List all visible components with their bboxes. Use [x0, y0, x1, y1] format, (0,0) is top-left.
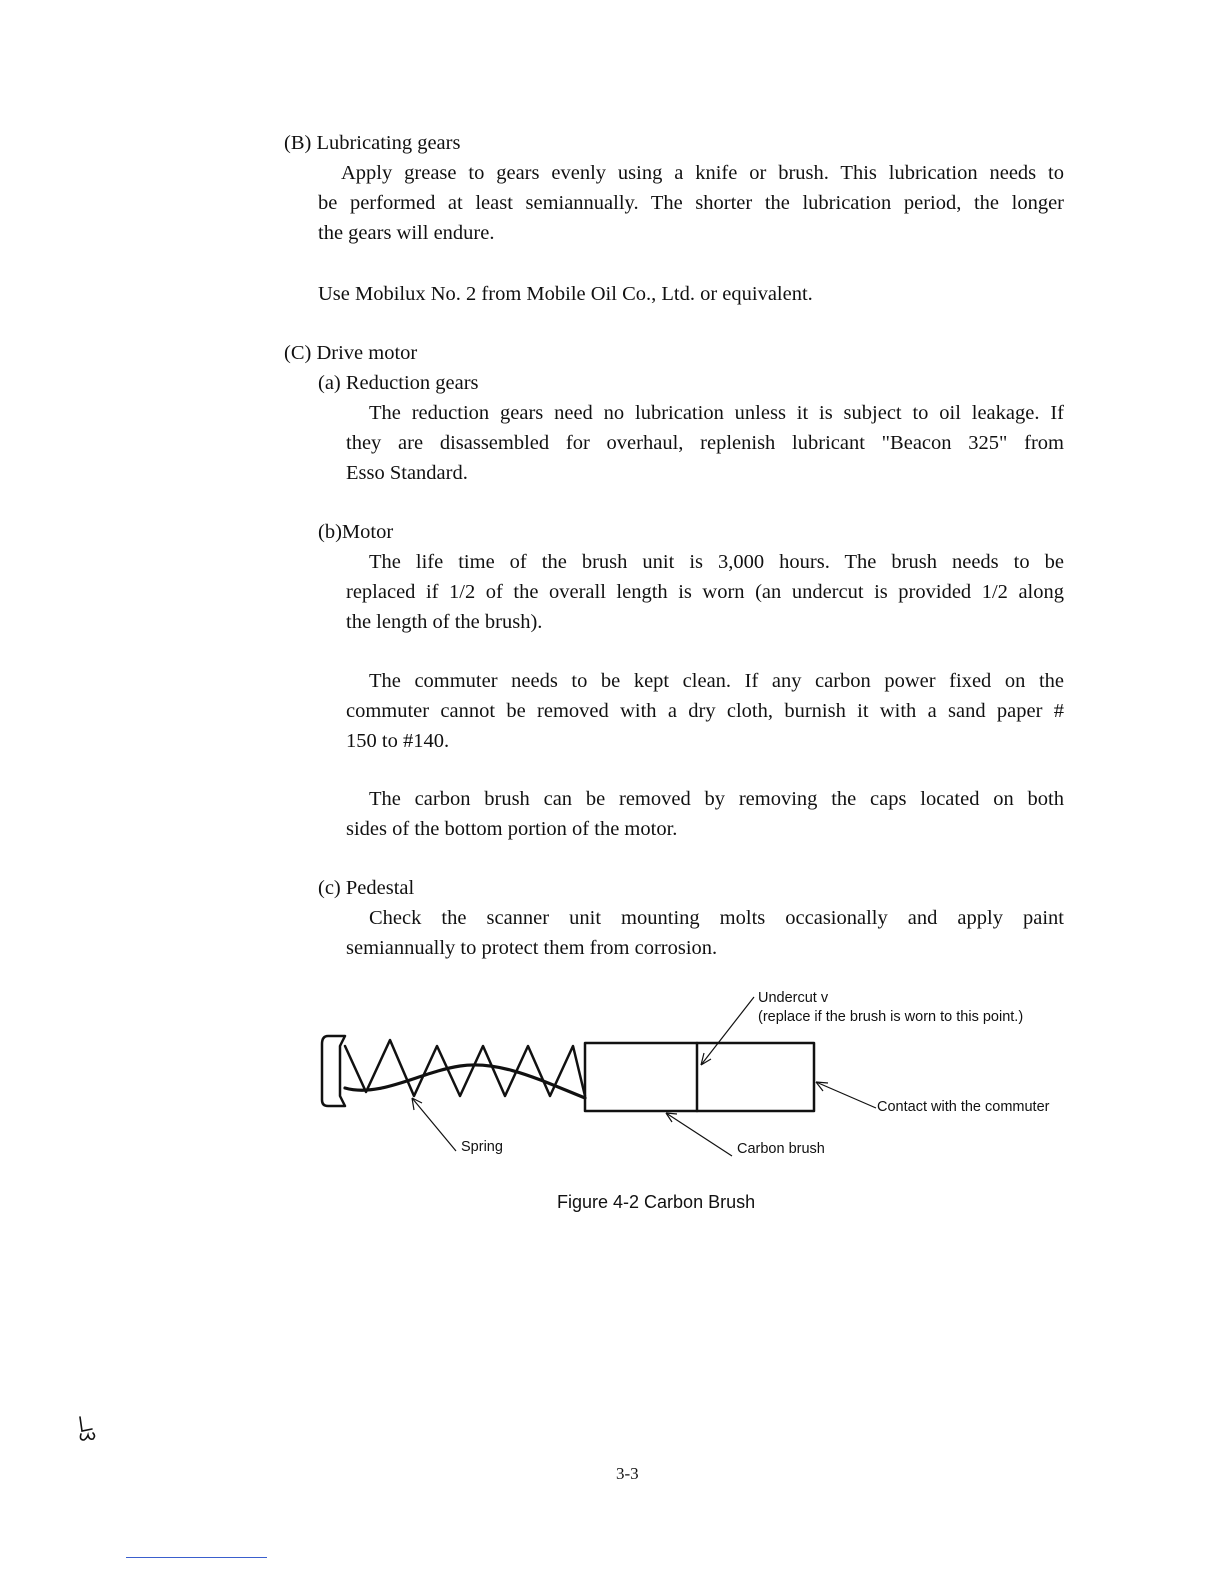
- subsection-a-heading: (a) Reduction gears: [318, 372, 479, 394]
- text-line: commuter cannot be removed with a dry cloth, burnish it with a sand paper #: [346, 700, 1064, 722]
- carbon-brush-label: Carbon brush: [737, 1141, 825, 1157]
- text-line: they are disassembled for overhaul, replenish lubricant "Beacon 325" from: [346, 432, 1064, 454]
- text-line: Check the scanner unit mounting molts occasionally and apply paint: [369, 907, 1064, 929]
- subsection-c-heading: (c) Pedestal: [318, 877, 415, 899]
- contact-label: Contact with the commuter: [877, 1099, 1050, 1115]
- text-line: the gears will endure.: [318, 222, 495, 244]
- replace-note-label: (replace if the brush is worn to this point.): [758, 1009, 1024, 1025]
- text-line: The carbon brush can be removed by removing the caps located on both: [369, 788, 1064, 810]
- text-line: Esso Standard.: [346, 462, 468, 484]
- section-c-heading: (C) Drive motor: [284, 342, 418, 364]
- text-line: The commuter needs to be kept clean. If any carbon power fixed on the: [369, 670, 1064, 692]
- text-line: 150 to #140.: [346, 730, 450, 752]
- undercut-label: Undercut v: [758, 990, 829, 1006]
- subsection-b-heading: (b)Motor: [318, 521, 394, 543]
- contact-leader: [816, 1082, 876, 1108]
- figure-caption: Figure 4-2 Carbon Brush: [557, 1192, 756, 1212]
- margin-mark-icon: [76, 1415, 100, 1443]
- text-line: replaced if 1/2 of the overall length is worn (an undercut is provided 1/2 along: [346, 581, 1064, 603]
- text-line: be performed at least semiannually. The shorter the lubrication period, the longer: [318, 192, 1064, 214]
- spring-leader: [412, 1098, 456, 1151]
- carbon-brush-body: [585, 1043, 814, 1111]
- brush-end-cap: [322, 1036, 345, 1106]
- section-b-paragraph-2: Use Mobilux No. 2 from Mobile Oil Co., Ltd. or equivalent.: [318, 283, 813, 305]
- carbon-brush-leader: [666, 1113, 732, 1156]
- footer-rule: [126, 1557, 267, 1558]
- page-number: 3-3: [616, 1464, 639, 1483]
- text-line: semiannually to protect them from corrosion.: [346, 937, 718, 959]
- text-line: the length of the brush).: [346, 611, 543, 633]
- section-b-heading: (B) Lubricating gears: [284, 132, 461, 154]
- text-line: Apply grease to gears evenly using a knife or brush. This lubrication needs to: [341, 162, 1064, 184]
- spring-label: Spring: [461, 1139, 503, 1155]
- text-line: sides of the bottom portion of the motor.: [346, 818, 678, 840]
- undercut-leader: [701, 997, 754, 1065]
- text-line: The life time of the brush unit is 3,000 hours. The brush needs to be: [369, 551, 1064, 573]
- text-line: The reduction gears need no lubrication unless it is subject to oil leakage. If: [369, 402, 1064, 424]
